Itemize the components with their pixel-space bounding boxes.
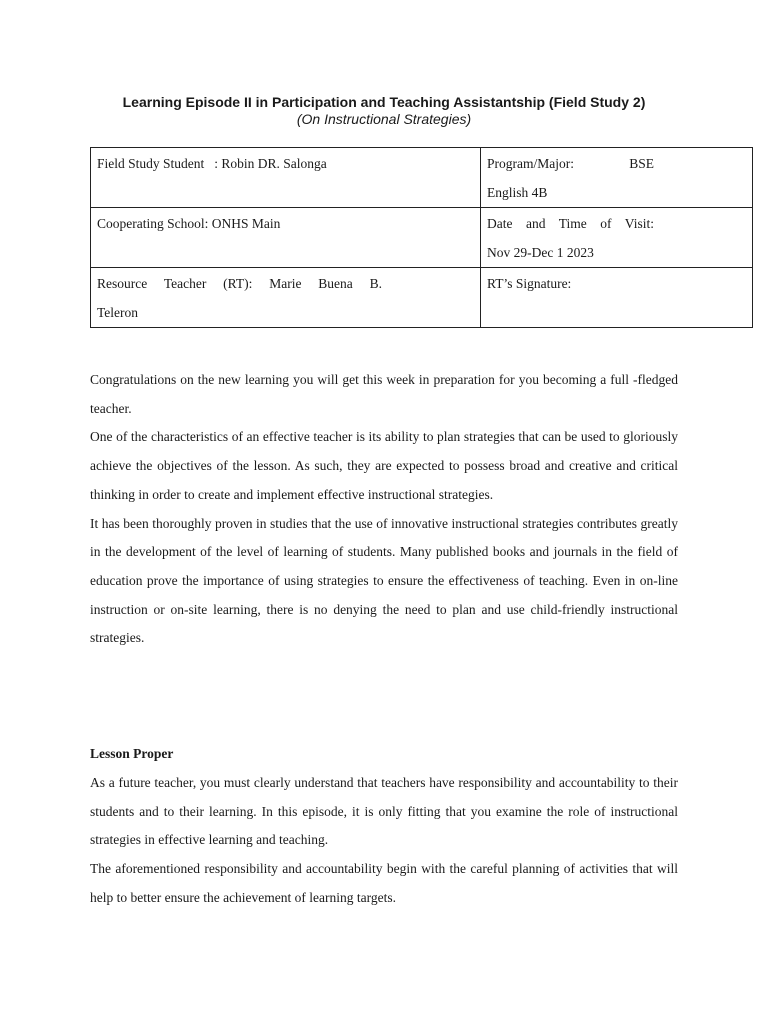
table-row (91, 268, 753, 328)
lesson-paragraph-2: The aforementioned responsibility and accountability begin with the careful planning of activities that will help to better ensure the achievement of learning targets. (90, 861, 678, 905)
document-subtitle: (On Instructional Strategies) (296, 111, 472, 127)
program-major-value-line2: English 4B (487, 184, 548, 200)
field-study-info-table (90, 147, 753, 328)
field-study-student-cell (91, 148, 481, 208)
lesson-section (90, 769, 678, 913)
table-row (91, 208, 753, 268)
intro-paragraph-1: Congratulations on the new learning you will get this week in preparation for you becoming a full -fledged teacher. (90, 372, 678, 416)
document-title: Learning Episode II in Participation and Teaching Assistantship (Field Study 2) (122, 94, 646, 110)
intro-section (90, 366, 678, 653)
program-major-value: BSE (629, 156, 654, 171)
intro-paragraph-3: It has been thoroughly proven in studies that the use of innovative instructional strategies contributes greatly in the development of the level of learning of students. Many published books and journals in the field of education prove the importance of using strategies to ensure the effectiveness of teaching. Even in on-line instruction or on-site learning, there is no denying the need to plan and use child-friendly instructional strategies. (90, 515, 678, 646)
resource-teacher-cell (91, 268, 481, 328)
resource-teacher-line1: Resource Teacher (RT): Marie Buena B. (97, 276, 382, 291)
intro-paragraph-2: One of the characteristics of an effective teacher is its ability to plan strategies that can be used to gloriously achieve the objectives of the lesson. As such, they are expected to possess broad and creative and critical thinking in order to create and implement effective instructional strategies. (90, 429, 678, 502)
program-major-label: Program/Major: (487, 156, 574, 171)
cooperating-school-cell: Cooperating School: ONHS Main (91, 208, 481, 268)
field-study-student-label: Field Study Student (97, 156, 205, 171)
rt-signature-cell: RT’s Signature: (481, 268, 753, 328)
date-time-value: Nov 29-Dec 1 2023 (487, 244, 594, 260)
resource-teacher-line2: Teleron (97, 304, 139, 320)
field-study-student-value: : Robin DR. Salonga (214, 156, 327, 171)
lesson-paragraph-1: As a future teacher, you must clearly understand that teachers have responsibility and accountability to their students and to their learning. In this episode, it is only fitting that you examine the role of instructional strategies in effective learning and teaching. (90, 775, 678, 848)
date-time-label: Date and Time of Visit: (487, 216, 654, 231)
date-time-cell (481, 208, 753, 268)
table-row (91, 148, 753, 208)
program-major-cell (481, 148, 753, 208)
lesson-proper-heading: Lesson Proper (90, 746, 174, 761)
